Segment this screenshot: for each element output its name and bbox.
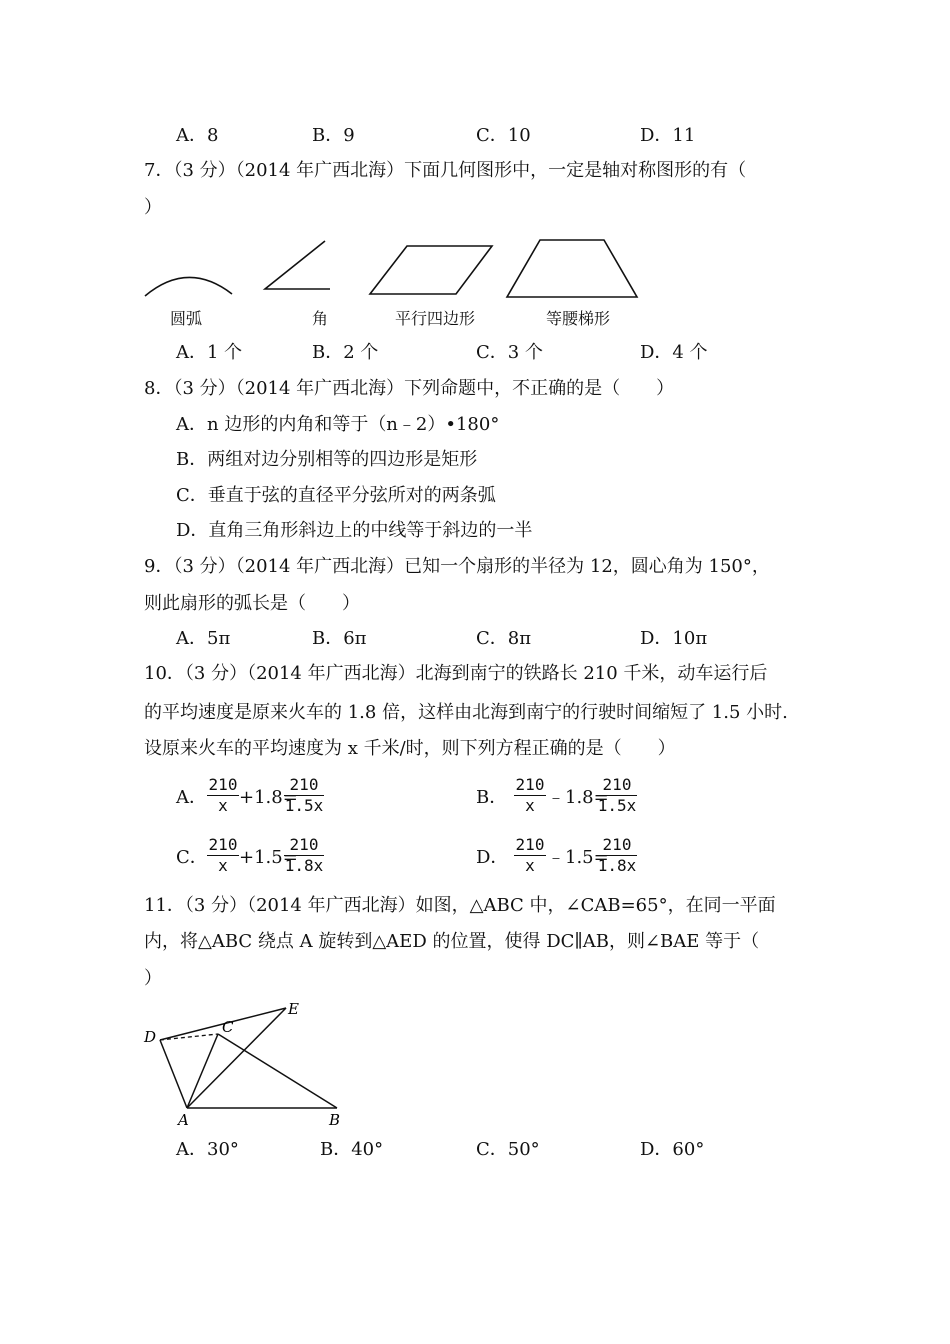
- q7-option-d: D．4 个: [640, 342, 708, 363]
- q7-option-b: B．2 个: [312, 342, 379, 363]
- segment-ae: [187, 1008, 286, 1108]
- arc-shape: [145, 277, 232, 296]
- q11-option-d: D．60°: [640, 1139, 705, 1160]
- q10-option-d-frac1: [514, 836, 546, 875]
- numerator: 210: [602, 835, 632, 854]
- numerator: 210: [289, 835, 319, 854]
- q11-stem-line3: ）: [144, 968, 162, 989]
- numerator: 210: [208, 775, 238, 794]
- denominator: x: [218, 796, 228, 815]
- q9-stem-line2: 则此扇形的弧长是（ ）: [144, 593, 360, 614]
- numerator: 210: [515, 835, 545, 854]
- q9-stem-line1: 9．（3 分）（2014 年广西北海）已知一个扇形的半径为 12，圆心角为 150°，: [144, 556, 770, 577]
- numerator: 210: [602, 775, 632, 794]
- denominator: x: [525, 856, 535, 875]
- label-a: A: [178, 1111, 189, 1129]
- denominator: 1.8x: [284, 856, 324, 875]
- q10-option-a-operator: +1.8=: [239, 787, 298, 808]
- q7-stem-line2: ）: [144, 197, 162, 218]
- q10-option-b-frac2: [597, 776, 637, 815]
- denominator: 1.8x: [597, 856, 637, 875]
- label-c: C: [222, 1018, 234, 1036]
- label-b: B: [329, 1111, 341, 1129]
- parallelogram-shape: [370, 246, 492, 294]
- angle-shape: [265, 241, 330, 289]
- q11-stem-line1: 11．（3 分）（2014 年广西北海）如图，△ABC 中，∠CAB=65°，在同一平面: [144, 895, 776, 916]
- q9-option-b: B．6π: [312, 628, 367, 649]
- numerator: 210: [289, 775, 319, 794]
- q10-stem-line2: 的平均速度是原来火车的 1.8 倍，这样由北海到南宁的行驶时间缩短了 1.5 小时.: [144, 702, 788, 723]
- q8-stem: 8．（3 分）（2014 年广西北海）下列命题中，不正确的是（ ）: [144, 378, 675, 399]
- q9-option-c: C．8π: [476, 628, 532, 649]
- q10-option-d-operator: ﹣1.5=: [547, 847, 609, 868]
- q7-option-a: A．1 个: [176, 342, 243, 363]
- segment-cb: [218, 1034, 337, 1108]
- q7-shapes-figure: [140, 232, 650, 304]
- q10-option-b-letter: B．: [476, 787, 508, 808]
- q11-triangle-figure: [140, 998, 360, 1130]
- segment-dc-dashed: [160, 1034, 218, 1040]
- q6-option-a: A．8: [176, 125, 219, 146]
- caption-parallelogram: 平行四边形: [395, 309, 476, 328]
- numerator: 210: [515, 775, 545, 794]
- q10-stem-line3: 设原来火车的平均速度为 x 千米/时，则下列方程正确的是（ ）: [144, 738, 676, 759]
- q10-stem-line1: 10．（3 分）（2014 年广西北海）北海到南宁的铁路长 210 千米，动车运行后: [144, 663, 768, 684]
- q6-option-d: D．11: [640, 125, 696, 146]
- q8-option-d: D．直角三角形斜边上的中线等于斜边的一半: [176, 520, 533, 541]
- q7-option-c: C．3 个: [476, 342, 543, 363]
- q9-option-d: D．10π: [640, 628, 708, 649]
- q9-option-a: A．5π: [176, 628, 231, 649]
- isosceles-trapezoid-shape: [507, 240, 637, 297]
- q10-option-c-frac2: [284, 836, 324, 875]
- q10-option-a-frac2: [284, 776, 324, 815]
- q10-option-c-operator: +1.5=: [239, 847, 298, 868]
- caption-trapezoid: 等腰梯形: [546, 309, 611, 328]
- denominator: x: [525, 796, 535, 815]
- q8-option-c: C．垂直于弦的直径平分弦所对的两条弧: [176, 485, 496, 506]
- q10-option-d-letter: D．: [476, 847, 509, 868]
- label-e: E: [288, 1000, 299, 1018]
- q11-option-c: C．50°: [476, 1139, 540, 1160]
- q11-option-b: B．40°: [320, 1139, 384, 1160]
- q10-option-b-operator: ﹣1.8=: [547, 787, 609, 808]
- q8-option-a: A．n 边形的内角和等于（n﹣2）•180°: [176, 414, 500, 435]
- q10-option-c-letter: C．: [176, 847, 208, 868]
- denominator: 1.5x: [284, 796, 324, 815]
- label-d: D: [144, 1028, 157, 1046]
- q10-option-b-frac1: [514, 776, 546, 815]
- q11-option-a: A．30°: [176, 1139, 239, 1160]
- q6-option-c: C．10: [476, 125, 531, 146]
- denominator: 1.5x: [597, 796, 637, 815]
- caption-angle: 角: [312, 309, 329, 328]
- q10-option-a-letter: A．: [176, 787, 207, 808]
- q7-stem-line1: 7．（3 分）（2014 年广西北海）下面几何图形中，一定是轴对称图形的有（: [144, 160, 747, 181]
- q8-option-b: B．两组对边分别相等的四边形是矩形: [176, 449, 478, 470]
- q11-stem-line2: 内，将△ABC 绕点 A 旋转到△AED 的位置，使得 DC∥AB，则∠BAE 等于（: [144, 931, 760, 952]
- q10-option-d-frac2: [597, 836, 637, 875]
- segment-da: [160, 1040, 187, 1108]
- q10-option-a-frac1: [207, 776, 239, 815]
- segment-ac: [187, 1034, 218, 1108]
- q6-option-b: B．9: [312, 125, 355, 146]
- q10-option-c-frac1: [207, 836, 239, 875]
- denominator: x: [218, 856, 228, 875]
- caption-arc: 圆弧: [170, 309, 203, 328]
- numerator: 210: [208, 835, 238, 854]
